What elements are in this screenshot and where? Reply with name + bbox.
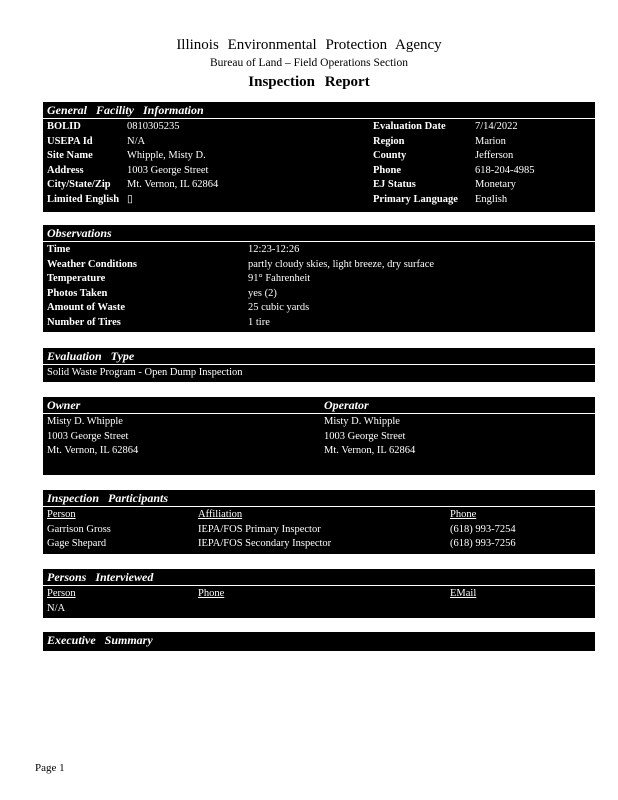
owner-city: Mt. Vernon, IL 62864 — [47, 445, 139, 457]
field-value: 7/14/2022 — [475, 121, 518, 132]
operator-name: Misty D. Whipple — [324, 416, 400, 427]
field-label: Phone — [373, 164, 402, 176]
field-label: Primary Language — [373, 193, 458, 205]
field-label: Time — [47, 244, 71, 255]
observation-row — [47, 258, 591, 273]
observation-row — [47, 316, 591, 331]
participants-section-title: Inspection Participants — [43, 490, 595, 507]
field-label: Amount of Waste — [47, 302, 125, 314]
evaluation-section — [43, 348, 595, 382]
column-header: Person — [47, 588, 76, 599]
field-value: Marion — [475, 135, 506, 147]
facility-row — [47, 178, 591, 193]
participants-header-row — [47, 508, 591, 523]
agency-name: Illinois Environmental Protection Agency — [176, 37, 442, 53]
field-label: Limited English — [47, 193, 120, 205]
field-label: Weather Conditions — [47, 258, 137, 270]
table-row — [47, 537, 591, 552]
observation-row — [47, 272, 591, 287]
field-label: BOLID — [47, 121, 81, 132]
field-value: 1 tire — [248, 316, 270, 328]
field-value: 12:23-12:26 — [248, 244, 300, 255]
participant-affiliation: IEPA/FOS Secondary Inspector — [198, 538, 332, 550]
field-value: partly cloudy skies, light breeze, dry surface — [248, 258, 435, 270]
field-label: City/State/Zip — [47, 179, 111, 191]
field-label: Evaluation Date — [373, 121, 446, 132]
observation-row — [47, 301, 591, 316]
table-row — [47, 523, 591, 538]
facility-row — [47, 193, 591, 208]
owner-operator-row — [47, 444, 591, 459]
field-value: 618-204-4985 — [475, 164, 535, 176]
field-label: Region — [373, 135, 405, 147]
owner-title: Owner — [47, 398, 81, 412]
interviewed-header-row — [47, 587, 591, 602]
participants-section — [43, 490, 595, 554]
field-label: Temperature — [47, 273, 106, 285]
bureau-name: Bureau of Land – Field Operations Section — [209, 57, 408, 69]
facility-row — [47, 149, 591, 164]
participant-phone: (618) 993-7256 — [450, 538, 516, 550]
field-label: USEPA Id — [47, 135, 93, 147]
operator-address: 1003 George Street — [324, 430, 406, 442]
field-label: EJ Status — [373, 179, 416, 191]
evaluation-row — [47, 366, 591, 381]
evaluation-section-title: Evaluation Type — [43, 348, 595, 365]
field-value: 0810305235 — [127, 121, 180, 132]
field-value: 91° Fahrenheit — [248, 273, 311, 285]
facility-row — [47, 135, 591, 150]
field-value: yes (2) — [248, 287, 277, 299]
interviewed-section — [43, 569, 595, 618]
observations-section-title: Observations — [43, 225, 595, 242]
facility-row — [47, 120, 591, 135]
table-row — [47, 602, 591, 617]
facility-row — [47, 164, 591, 179]
field-label: Photos Taken — [47, 287, 108, 299]
owner-operator-row — [47, 430, 591, 445]
field-value: Jefferson — [475, 150, 514, 162]
summary-section — [43, 632, 595, 651]
owner-operator-section — [43, 397, 595, 475]
field-value: Mt. Vernon, IL 62864 — [127, 179, 219, 191]
participant-phone: (618) 993-7254 — [450, 523, 516, 535]
facility-section-title: General Facility Information — [43, 102, 595, 119]
column-header: Person — [47, 509, 76, 520]
participant-person: Gage Shepard — [47, 538, 107, 550]
limited-english-checkbox: ▯ — [127, 193, 133, 205]
owner-address: 1003 George Street — [47, 430, 129, 442]
column-header: EMail — [450, 588, 477, 599]
operator-city: Mt. Vernon, IL 62864 — [324, 445, 416, 457]
field-value: 25 cubic yards — [248, 302, 310, 314]
interviewed-person: N/A — [47, 602, 66, 614]
field-label: County — [373, 150, 407, 162]
facility-section — [43, 102, 595, 212]
field-label: Number of Tires — [47, 316, 121, 328]
summary-section-title: Executive Summary — [47, 633, 153, 647]
field-label: Site Name — [47, 150, 93, 162]
report-title: Inspection Report — [248, 74, 370, 90]
owner-operator-row — [47, 415, 591, 430]
column-header: Phone — [198, 588, 225, 599]
field-value: Whipple, Misty D. — [127, 150, 206, 162]
field-value: Monetary — [475, 179, 516, 191]
field-value: 1003 George Street — [127, 164, 209, 176]
evaluation-type-value: Solid Waste Program - Open Dump Inspection — [47, 367, 243, 378]
observation-row — [47, 243, 591, 258]
page-number: Page 1 — [35, 762, 65, 774]
column-header: Phone — [450, 509, 477, 520]
participant-affiliation: IEPA/FOS Primary Inspector — [198, 523, 321, 535]
field-value: English — [475, 193, 508, 205]
owner-name: Misty D. Whipple — [47, 416, 123, 427]
observation-row — [47, 287, 591, 302]
owner-operator-header — [43, 397, 595, 414]
participant-person: Garrison Gross — [47, 523, 111, 535]
field-value: N/A — [127, 135, 146, 147]
observations-section — [43, 225, 595, 332]
interviewed-section-title: Persons Interviewed — [43, 569, 595, 586]
column-header: Affiliation — [198, 509, 243, 520]
operator-title: Operator — [324, 398, 369, 412]
field-label: Address — [47, 164, 84, 176]
